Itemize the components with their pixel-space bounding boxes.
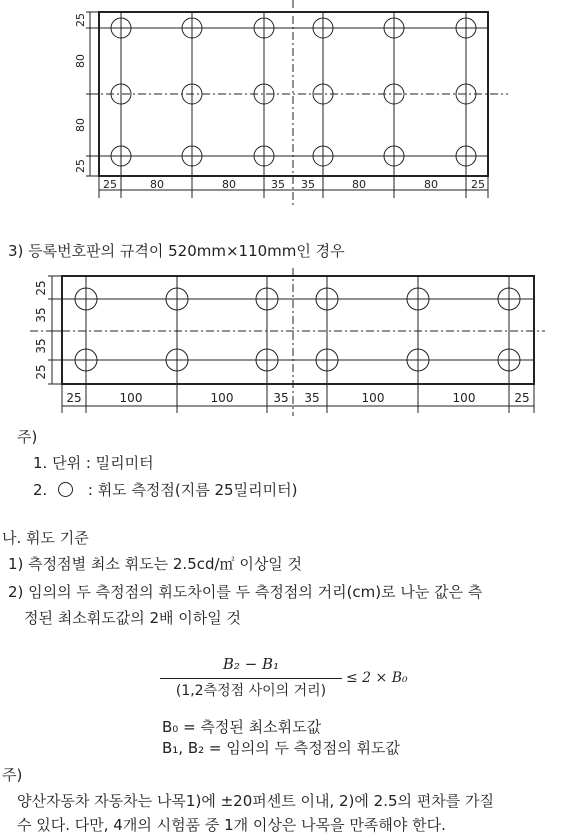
notes-label: 주) bbox=[17, 428, 38, 446]
dim-bottom-label: 25 bbox=[471, 178, 485, 191]
note-2-number: 2. bbox=[33, 481, 48, 499]
footnote-label: 주) bbox=[2, 766, 23, 784]
note-2 bbox=[33, 480, 297, 500]
dim-left-label: 25 bbox=[74, 13, 87, 27]
plate-diagram-small bbox=[0, 268, 577, 420]
criterion-1: 1) 측정점별 최소 휘도는 2.5cd/㎡ 이상일 것 bbox=[8, 555, 303, 573]
dim-bottom-label: 35 bbox=[273, 391, 289, 405]
dim-bottom-label: 100 bbox=[452, 391, 476, 405]
dim-left-label: 25 bbox=[74, 159, 87, 173]
dim-left-label: 35 bbox=[34, 307, 48, 323]
dim-bottom-label: 25 bbox=[66, 391, 82, 405]
definition-b0: B₀ = 측정된 최소휘도값 bbox=[162, 718, 322, 736]
formula-rhs: ≤ 2 × B₀ bbox=[346, 670, 408, 686]
criterion-2-line1: 2) 임의의 두 측정점의 휘도차이를 두 측정점의 거리(cm)로 나눈 값은 측 bbox=[8, 583, 483, 601]
dim-bottom-label: 80 bbox=[352, 178, 366, 191]
note-2-text: : 휘도 측정점(지름 25밀리미터) bbox=[87, 481, 298, 499]
dim-left-label: 80 bbox=[74, 54, 87, 68]
dim-bottom-label: 35 bbox=[301, 178, 315, 191]
section-title: 나. 휘도 기준 bbox=[2, 529, 89, 547]
dim-bottom-label: 25 bbox=[103, 178, 117, 191]
circle-icon bbox=[58, 482, 73, 497]
plate-diagram-large bbox=[0, 0, 577, 210]
formula-denominator: (1,2측정점 사이의 거리) bbox=[175, 683, 327, 699]
dim-bottom-label: 80 bbox=[424, 178, 438, 191]
dim-bottom-label: 35 bbox=[304, 391, 320, 405]
note-1: 1. 단위 : 밀리미터 bbox=[33, 454, 154, 472]
formula bbox=[160, 655, 420, 701]
dim-bottom-label: 80 bbox=[222, 178, 236, 191]
dim-left-label: 35 bbox=[34, 338, 48, 354]
dim-left-label: 25 bbox=[34, 364, 48, 380]
footnote-line2: 수 있다. 다만, 4개의 시험품 중 1개 이상은 나목을 만족해야 한다. bbox=[17, 816, 446, 834]
dim-bottom-label: 35 bbox=[271, 178, 285, 191]
dim-bottom-label: 25 bbox=[514, 391, 530, 405]
footnote-line1: 양산자동차 자동차는 나목1)에 ±20퍼센트 이내, 2)에 2.5의 편차를 가질 bbox=[17, 792, 494, 810]
dim-left-label: 25 bbox=[34, 280, 48, 296]
formula-numerator: B₂ − B₁ bbox=[222, 655, 280, 673]
criterion-2-line2: 정된 최소휘도값의 2배 이하일 것 bbox=[24, 609, 241, 627]
heading-case-3: 3) 등록번호판의 규격이 520mm×110mm인 경우 bbox=[8, 242, 345, 260]
dim-bottom-label: 100 bbox=[361, 391, 385, 405]
definition-b1-b2: B₁, B₂ = 임의의 두 측정점의 휘도값 bbox=[162, 739, 400, 757]
fraction-bar bbox=[160, 678, 342, 679]
dim-bottom-label: 100 bbox=[119, 391, 143, 405]
dim-bottom-label: 80 bbox=[150, 178, 164, 191]
dim-bottom-label: 100 bbox=[210, 391, 234, 405]
dim-left-label: 80 bbox=[74, 118, 87, 132]
